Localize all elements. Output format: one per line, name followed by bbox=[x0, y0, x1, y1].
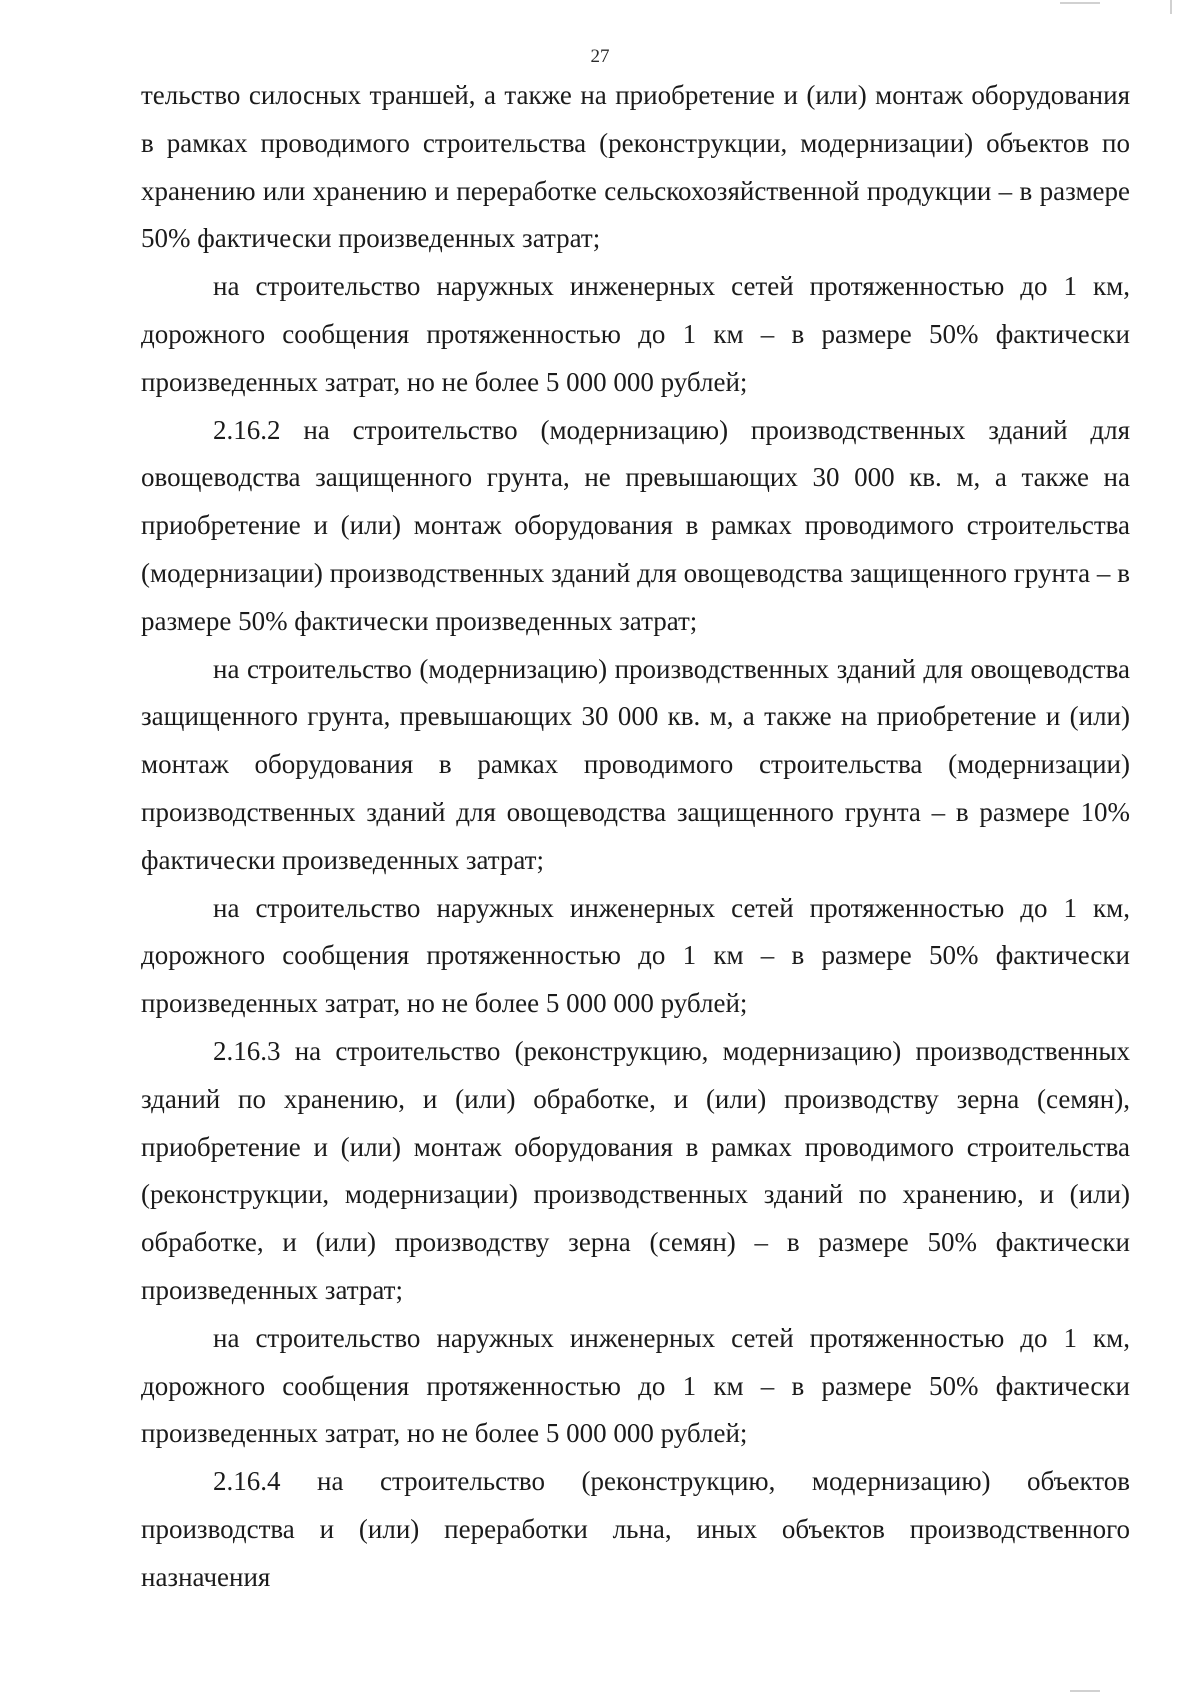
document-body bbox=[141, 72, 1130, 1602]
paragraph-networks-greenhouse: на строительство наружных инженерных сетей протяженностью до 1 км, дорожного сообщения протяженностью до 1 км – в размере 50% фактически произведенных затрат, но не более 5 000 000 рублей; bbox=[141, 892, 1130, 1019]
paragraph-networks-grain: на строительство наружных инженерных сетей протяженностью до 1 км, дорожного сообщения протяженностью до 1 км – в размере 50% фактически произведенных затрат, но не более 5 000 000 рублей; bbox=[141, 1322, 1130, 1449]
scan-speck bbox=[1060, 2, 1100, 4]
scan-speck bbox=[1170, 0, 1172, 14]
page-number: 27 bbox=[590, 46, 610, 67]
paragraph-2-16-4: 2.16.4 на строительство (реконструкцию, модернизацию) объектов производства и (или) переработки льна, иных объектов производственного назначения bbox=[141, 1466, 1130, 1592]
paragraph-continued-from-previous-page: тельство силосных траншей, а также на приобретение и (или) монтаж оборудования в рамках проводимого строительства (реконструкции, модернизации) объектов по хранению или хранению и переработке сельскохозяйственной продукции – в размере 50% фактически произведенных затрат; bbox=[141, 80, 1130, 254]
paragraph-greenhouse-over-30000: на строительство (модернизацию) производственных зданий для овощеводства защищенного грунта, превышающих 30 000 кв. м, а также на приобретение и (или) монтаж оборудования в рамках проводимого строительства (модернизации) производственных зданий для овощеводства защищенного грунта – в размере 10% фактически произведенных затрат; bbox=[141, 653, 1130, 875]
paragraph-networks-silage: на строительство наружных инженерных сетей протяженностью до 1 км, дорожного сообщения протяженностью до 1 км – в размере 50% фактически произведенных затрат, но не более 5 000 000 рублей; bbox=[141, 271, 1130, 397]
paragraph-2-16-2: 2.16.2 на строительство (модернизацию) производственных зданий для овощеводства защищенного грунта, не превышающих 30 000 кв. м, а также на приобретение и (или) монтаж оборудования в рамках проводимого строительства (модернизации) производственных зданий для овощеводства защищенного грунта – в размере 50% фактически произведенных затрат; bbox=[141, 414, 1130, 636]
scan-speck bbox=[1070, 1690, 1100, 1692]
paragraph-2-16-3: 2.16.3 на строительство (реконструкцию, модернизацию) производственных зданий по хранению, и (или) обработке, и (или) производству зерна (семян), приобретение и (или) монтаж оборудования в рамках проводимого строительства (реконструкции, модернизации) производственных зданий по хранению, и (или) обработке, и (или) производству зерна (семян) – в размере 50% фактически произведенных затрат; bbox=[141, 1035, 1130, 1305]
